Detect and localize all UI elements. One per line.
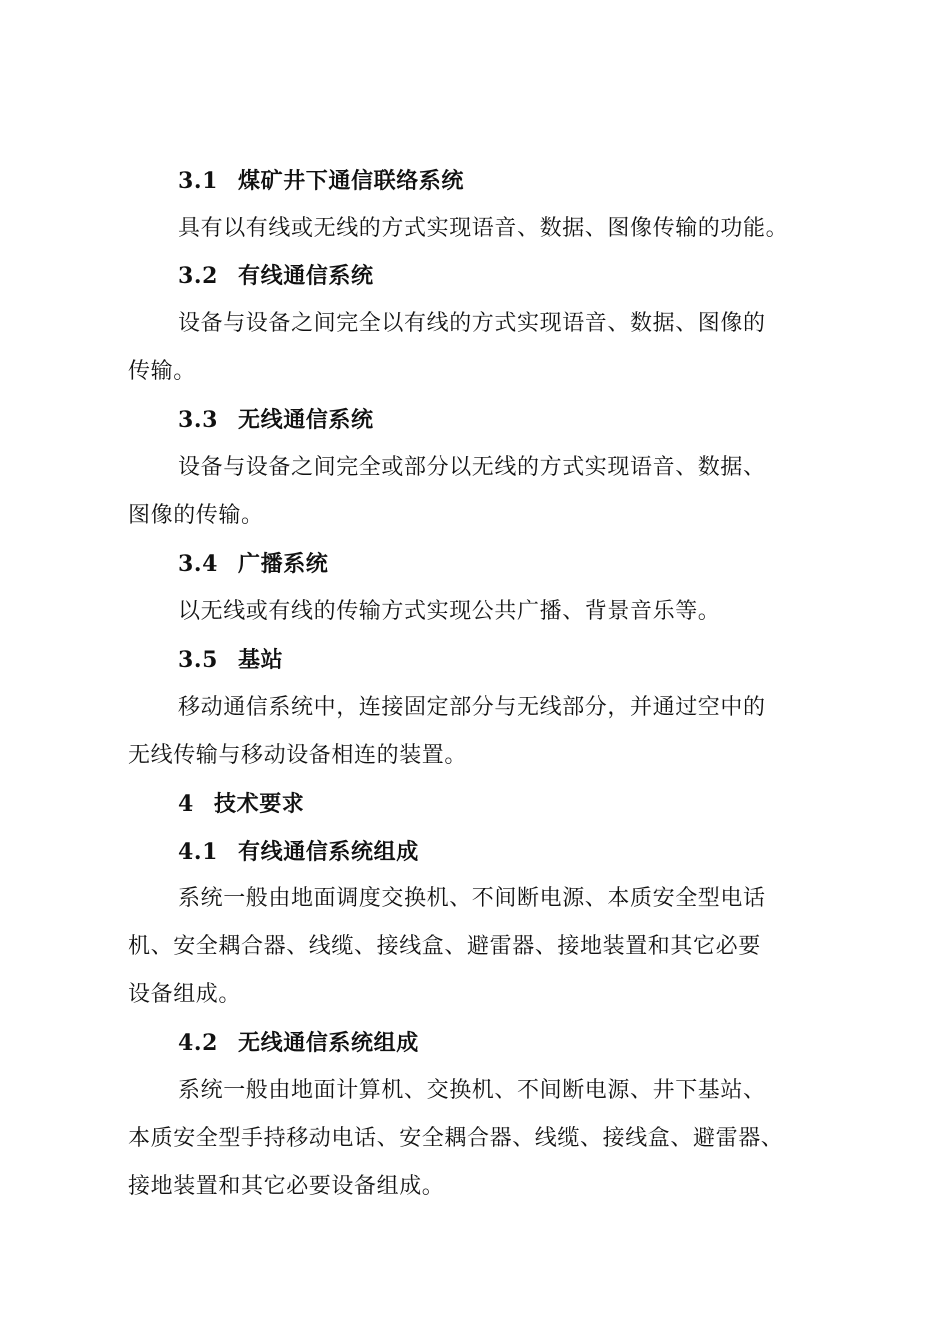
section-title: 技术要求: [214, 792, 305, 817]
section-number: 3.4: [178, 551, 219, 577]
paragraph-line: 具有以有线或无线的方式实现语音、数据、图像传输的功能。: [178, 216, 789, 241]
section-title: 广播系统: [238, 552, 329, 577]
section-number: 4.1: [178, 839, 219, 865]
section-title: 基站: [238, 648, 284, 673]
section-title: 有线通信系统组成: [238, 840, 419, 865]
paragraph-line: 无线传输与移动设备相连的装置。: [128, 743, 468, 768]
paragraph-line: 接地装置和其它必要设备组成。: [128, 1174, 445, 1199]
section-heading-4: [178, 789, 898, 820]
paragraph-line: 图像的传输。: [128, 503, 264, 528]
section-heading-4-1: [178, 837, 898, 868]
section-title: 无线通信系统组成: [238, 1031, 419, 1056]
paragraph-line: 移动通信系统中，连接固定部分与无线部分，并通过空中的: [178, 695, 766, 720]
paragraph-line: 设备与设备之间完全或部分以无线的方式实现语音、数据、: [178, 455, 766, 480]
paragraph-line: 设备组成。: [128, 982, 242, 1007]
section-number: 3.5: [178, 647, 219, 673]
section-number: 3.2: [178, 263, 219, 289]
section-heading-3-4: [178, 549, 898, 580]
section-number: 4: [178, 791, 194, 817]
paragraph-line: 设备与设备之间完全以有线的方式实现语音、数据、图像的: [178, 311, 766, 336]
section-title: 煤矿井下通信联络系统: [238, 169, 465, 194]
section-title: 无线通信系统: [238, 408, 374, 433]
section-heading-4-2: [178, 1028, 898, 1059]
paragraph-line: 以无线或有线的传输方式实现公共广播、背景音乐等。: [178, 599, 721, 624]
paragraph-line: 传输。: [128, 359, 196, 384]
paragraph-line: 本质安全型手持移动电话、安全耦合器、线缆、接线盒、避雷器、: [128, 1126, 784, 1151]
section-title: 有线通信系统: [238, 264, 374, 289]
paragraph-line: 机、安全耦合器、线缆、接线盒、避雷器、接地装置和其它必要: [128, 934, 761, 959]
section-heading-3-3: [178, 405, 898, 436]
paragraph-line: 系统一般由地面计算机、交换机、不间断电源、井下基站、: [178, 1078, 766, 1103]
section-number: 3.1: [178, 168, 219, 194]
section-heading-3-5: [178, 645, 898, 676]
paragraph-line: 系统一般由地面调度交换机、不间断电源、本质安全型电话: [178, 886, 766, 911]
section-number: 3.3: [178, 407, 219, 433]
section-heading-3-2: [178, 261, 898, 292]
section-number: 4.2: [178, 1030, 219, 1056]
section-heading-3-1: [178, 166, 898, 197]
